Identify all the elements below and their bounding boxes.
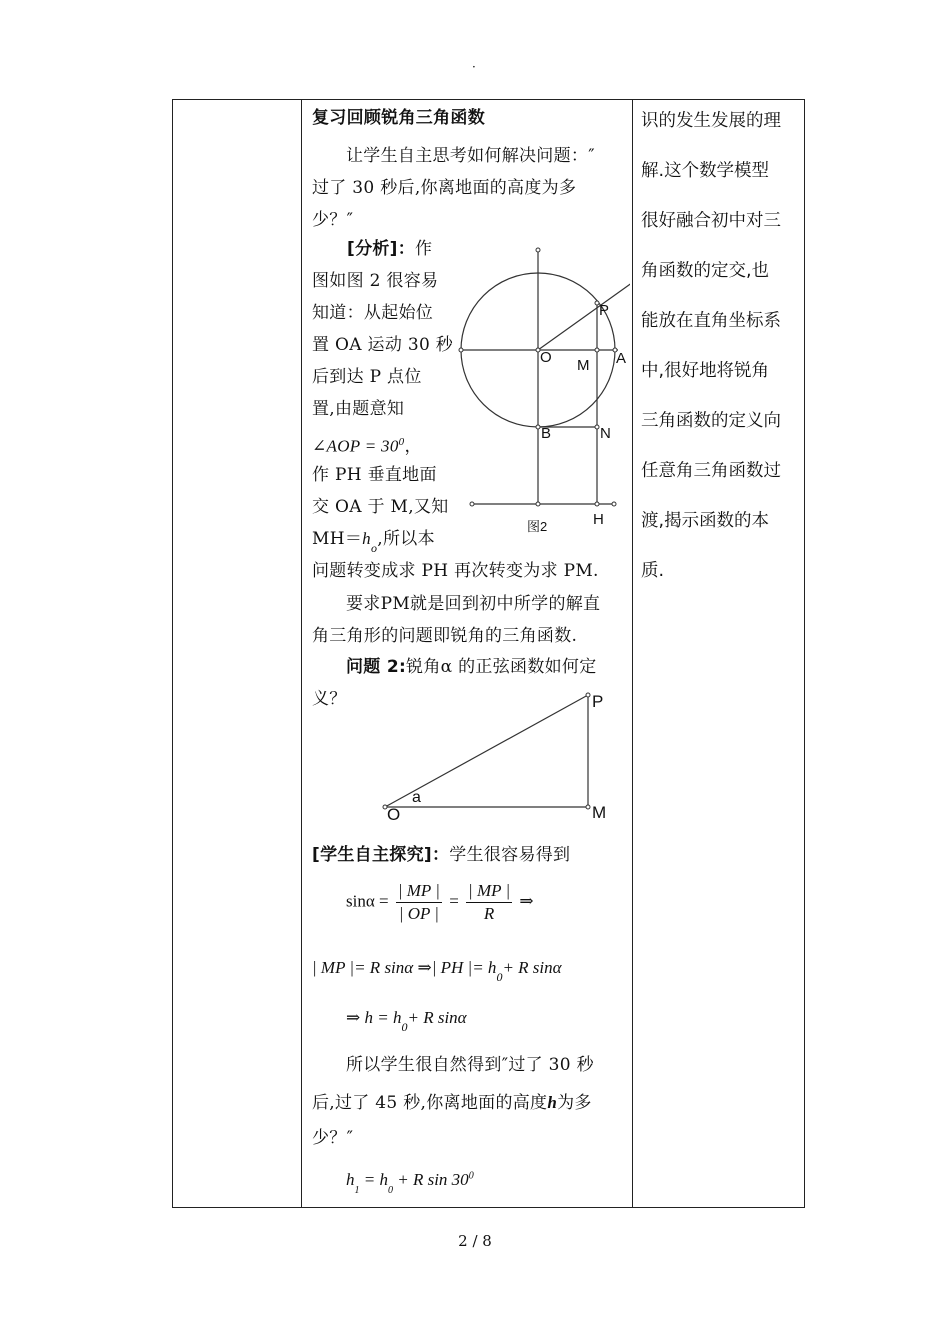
page-number: 2 / 8 — [458, 1232, 492, 1250]
right-line-9: 渡,揭示函数的本 — [641, 511, 770, 531]
eq1-den1: | OP | — [398, 904, 439, 923]
eq3-part-a: ⇒ h = h — [346, 1008, 402, 1027]
fig2-label-m: M — [577, 357, 590, 374]
column-divider-left — [301, 99, 302, 1208]
eq4-h1: h — [346, 1170, 355, 1189]
mh-suffix: ,所以本 — [377, 529, 435, 549]
right-line-2: 解.这个数学模型 — [641, 161, 770, 181]
ph-line-2: 交 OA 于 M,又知 — [312, 497, 449, 517]
conclusion-text-2b: 为多 — [557, 1093, 592, 1113]
mh-h: h — [362, 529, 371, 548]
eq1-num2: | MP | — [466, 880, 512, 903]
mh-prefix: MH＝ — [312, 529, 363, 549]
conclusion-line-2 — [312, 1087, 627, 1119]
student-line — [312, 839, 627, 871]
analysis-label: [分析]： — [347, 239, 416, 259]
eq4-sub0: 0 — [387, 1185, 393, 1196]
triangle-point-m — [586, 805, 590, 809]
question-2-label: 问题 2: — [346, 657, 407, 677]
conclusion-line-3: 少？″ — [312, 1128, 354, 1148]
pm-line-2: 角三角形的问题即锐角的三角函数. — [312, 626, 578, 646]
figure-triangle — [375, 690, 595, 815]
ray-op — [538, 280, 630, 350]
eq4-part-b: + R sin 30 — [397, 1170, 469, 1189]
conclusion-line-1: 所以学生很自然得到″过了 30 秒 — [346, 1055, 594, 1075]
analysis-line-6: 置,由题意知 — [312, 399, 405, 419]
mh-line — [312, 523, 435, 556]
page-mark: · — [472, 60, 476, 74]
triangle-label-a: a — [412, 789, 421, 806]
fig2-label-n: N — [600, 425, 611, 442]
point-ground-right — [612, 502, 616, 506]
question-2-line-2: 义？ — [312, 689, 347, 709]
analysis-line-3: 知道：从起始位 — [312, 303, 434, 323]
point-h — [595, 502, 599, 506]
point-ground-left — [470, 502, 474, 506]
fig2-label-b: B — [541, 425, 552, 442]
point-left — [459, 348, 463, 352]
mh-sub: o — [370, 541, 378, 555]
section-title: 复习回顾锐角三角函数 — [312, 108, 485, 128]
right-line-3: 很好融合初中对三 — [641, 211, 781, 231]
intro-line-3: 少？″ — [312, 210, 354, 230]
eq1-lhs: sinα = — [346, 891, 389, 911]
question-2-line-1 — [312, 651, 627, 683]
right-line-6: 中,很好地将锐角 — [641, 361, 770, 381]
fig2-label-p: P — [599, 302, 610, 319]
convert-line: 问题转变成求 PH 再次转变为求 PM. — [312, 561, 599, 581]
question-2-text: 锐角α 的正弦函数如何定 — [406, 657, 597, 677]
right-column — [641, 96, 799, 596]
analysis-line-1: 作 — [415, 239, 433, 259]
eq4-sup: 0 — [468, 1170, 474, 1182]
eq1-fraction-1 — [396, 880, 442, 925]
angle-degree: 0 — [398, 436, 405, 448]
analysis-line-4: 置 OA 运动 30 秒 — [312, 335, 454, 355]
eq1-den2: R — [483, 904, 495, 923]
right-line-7: 三角函数的定义向 — [641, 411, 781, 431]
ph-line-1: 作 PH 垂直地面 — [312, 465, 437, 485]
fig2-label-h: H — [593, 511, 604, 528]
right-line-5: 能放在直角坐标系 — [641, 311, 781, 331]
column-divider-right — [632, 99, 633, 1208]
student-text: 学生很容易得到 — [449, 845, 571, 865]
right-line-1: 识的发生发展的理 — [641, 111, 781, 131]
angle-expr-text: ∠AOP = 30 — [312, 436, 399, 456]
student-label: [学生自主探究]： — [312, 845, 450, 865]
eq1-num1: | MP | — [396, 880, 442, 903]
eq1-equals: = — [449, 891, 459, 911]
analysis-line-5: 后到达 P 点位 — [312, 367, 422, 387]
fig2-caption: 图2 — [527, 519, 548, 534]
triangle-point-p — [586, 693, 590, 697]
right-line-10: 质. — [641, 561, 665, 581]
angle-expression — [312, 426, 422, 463]
equation-1 — [346, 880, 534, 925]
right-line-8: 任意角三角函数过 — [641, 461, 781, 481]
fig2-label-o: O — [540, 349, 552, 366]
point-b — [536, 425, 540, 429]
eq1-implies: ⇒ — [519, 891, 534, 911]
conclusion-h: h — [547, 1093, 558, 1112]
eq2-part-a: | MP |= R sinα ⇒| PH |= h — [312, 958, 497, 977]
analysis-line-2: 图如图 2 很容易 — [312, 271, 439, 291]
eq4-eqh: = h — [363, 1170, 388, 1189]
figure-2-diagram — [440, 240, 630, 540]
triangle-label-p: P — [592, 692, 604, 711]
triangle-label-m: M — [592, 803, 607, 822]
angle-tail: ， — [404, 436, 422, 456]
conclusion-text-2a: 后,过了 45 秒,你离地面的高度 — [312, 1093, 548, 1113]
fig2-label-a: A — [616, 350, 627, 367]
eq4-sub1: 1 — [354, 1185, 360, 1196]
eq2-sub: 0 — [496, 970, 503, 984]
equation-4 — [346, 1170, 474, 1196]
point-m — [595, 348, 599, 352]
point-top — [536, 248, 540, 252]
triangle-label-o: O — [387, 805, 401, 824]
eq3-sub: 0 — [401, 1020, 408, 1034]
point-ground-mid — [536, 502, 540, 506]
intro-line-2: 过了 30 秒后,你离地面的高度为多 — [312, 178, 577, 198]
point-n — [595, 425, 599, 429]
right-line-4: 角函数的定交,也 — [641, 261, 770, 281]
pm-line-1: 要求PM就是回到初中所学的解直 — [346, 594, 601, 614]
eq3-part-b: + R sinα — [407, 1008, 467, 1027]
equation-3 — [346, 1008, 467, 1034]
equation-2 — [312, 958, 562, 984]
eq2-part-b: + R sinα — [502, 958, 562, 977]
intro-line-1: 让学生自主思考如何解决问题：″ — [346, 146, 595, 166]
eq1-fraction-2 — [466, 880, 512, 925]
